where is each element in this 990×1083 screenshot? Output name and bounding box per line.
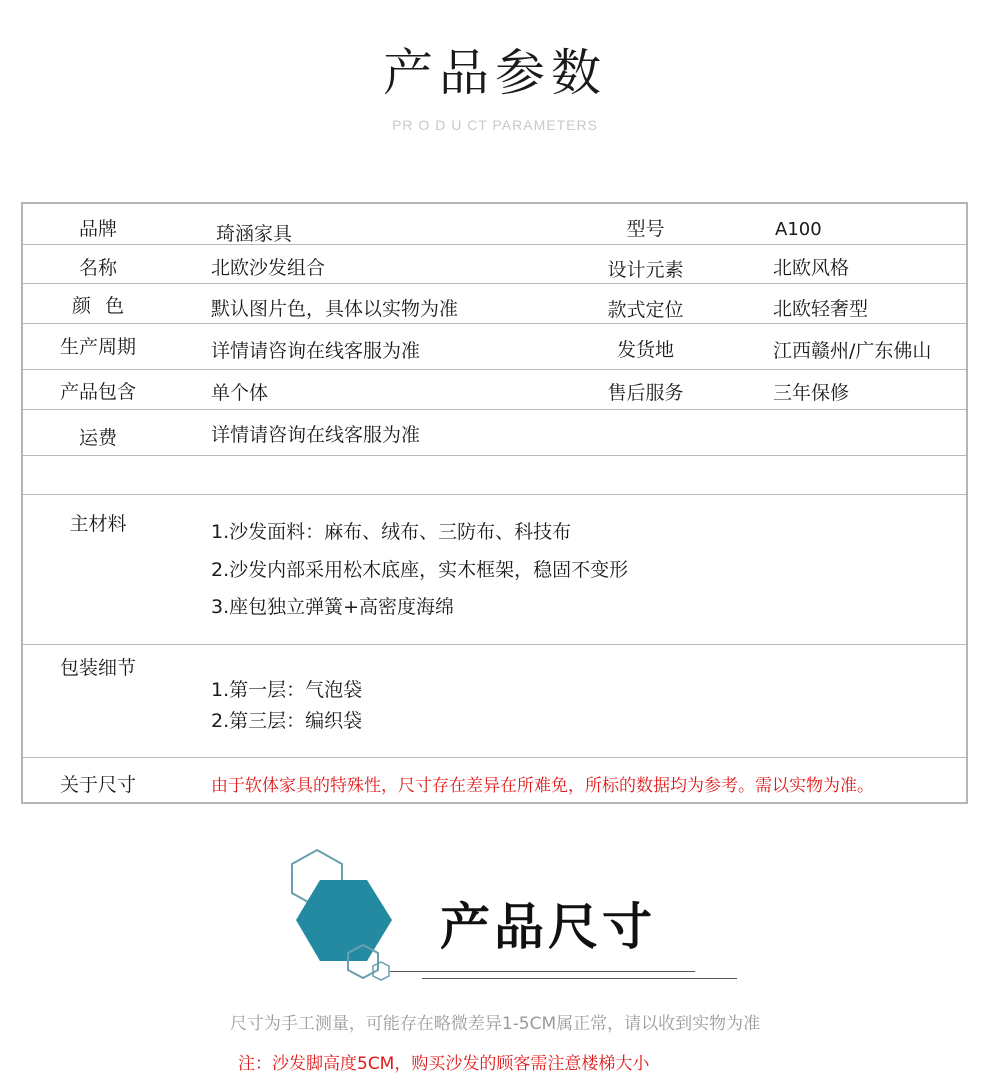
label-brand: 品牌 (78, 218, 117, 240)
value-freight: 详情请咨询在线客服为准 (211, 424, 421, 446)
label-material: 主材料 (69, 513, 127, 535)
table-row (23, 284, 966, 324)
title-underline-offset (422, 978, 737, 979)
value-style: 北欧轻奢型 (773, 298, 869, 320)
table-row-empty (23, 456, 966, 495)
value-color: 默认图片色，具体以实物为准 (211, 298, 459, 320)
table-row (23, 245, 966, 284)
size-section-title: 产品尺寸 (440, 898, 656, 956)
value-includes: 单个体 (211, 382, 269, 404)
label-model: 型号 (626, 218, 665, 240)
material-line: 1.沙发面料：麻布、绒布、三防布、科技布 (211, 521, 572, 543)
value-aftersales: 三年保修 (773, 382, 850, 404)
value-production: 详情请咨询在线客服为准 (211, 340, 421, 362)
title-underline (390, 971, 695, 972)
label-aftersales: 售后服务 (607, 382, 684, 404)
table-row-size-note (23, 758, 966, 802)
table-row-packaging (23, 645, 966, 758)
value-shipfrom: 江西赣州/广东佛山 (773, 340, 932, 362)
table-row (23, 370, 966, 410)
label-size-note: 关于尺寸 (59, 774, 136, 796)
label-color: 颜色 (71, 295, 138, 317)
label-production: 生产周期 (59, 336, 136, 358)
table-row (23, 324, 966, 370)
page-subtitle: PR O D U CT PARAMETERS (392, 117, 598, 133)
hexagon-decoration-icon (282, 845, 422, 985)
label-style: 款式定位 (607, 299, 684, 321)
label-shipfrom: 发货地 (616, 339, 674, 361)
table-row-material (23, 495, 966, 645)
value-design: 北欧风格 (773, 257, 850, 279)
value-name: 北欧沙发组合 (211, 257, 326, 279)
material-line: 2.沙发内部采用松木底座，实木框架，稳固不变形 (211, 559, 629, 581)
label-design: 设计元素 (607, 259, 684, 281)
packaging-line: 1.第一层：气泡袋 (211, 679, 363, 701)
value-model: A100 (775, 219, 822, 240)
table-row (23, 204, 966, 245)
packaging-line: 2.第三层：编织袋 (211, 710, 363, 732)
size-warning-note: 注：沙发脚高度5CM，购买沙发的顾客需注意楼梯大小 (238, 1054, 650, 1074)
label-packaging: 包装细节 (59, 657, 136, 679)
hexagon-filled (296, 880, 392, 961)
label-freight: 运费 (78, 427, 117, 449)
size-measure-note: 尺寸为手工测量，可能存在略微差异1-5CM属正常，请以收到实物为准 (229, 1014, 761, 1034)
value-size-note: 由于软体家具的特殊性，尺寸存在差异在所难免，所标的数据均为参考。需以实物为准。 (211, 776, 874, 796)
table-row (23, 410, 966, 456)
label-includes: 产品包含 (59, 381, 136, 403)
label-name: 名称 (78, 257, 117, 279)
material-line: 3.座包独立弹簧+高密度海绵 (211, 596, 455, 618)
page-title: 产品参数 (383, 44, 607, 102)
value-brand: 琦涵家具 (216, 223, 293, 245)
params-table (21, 202, 968, 804)
